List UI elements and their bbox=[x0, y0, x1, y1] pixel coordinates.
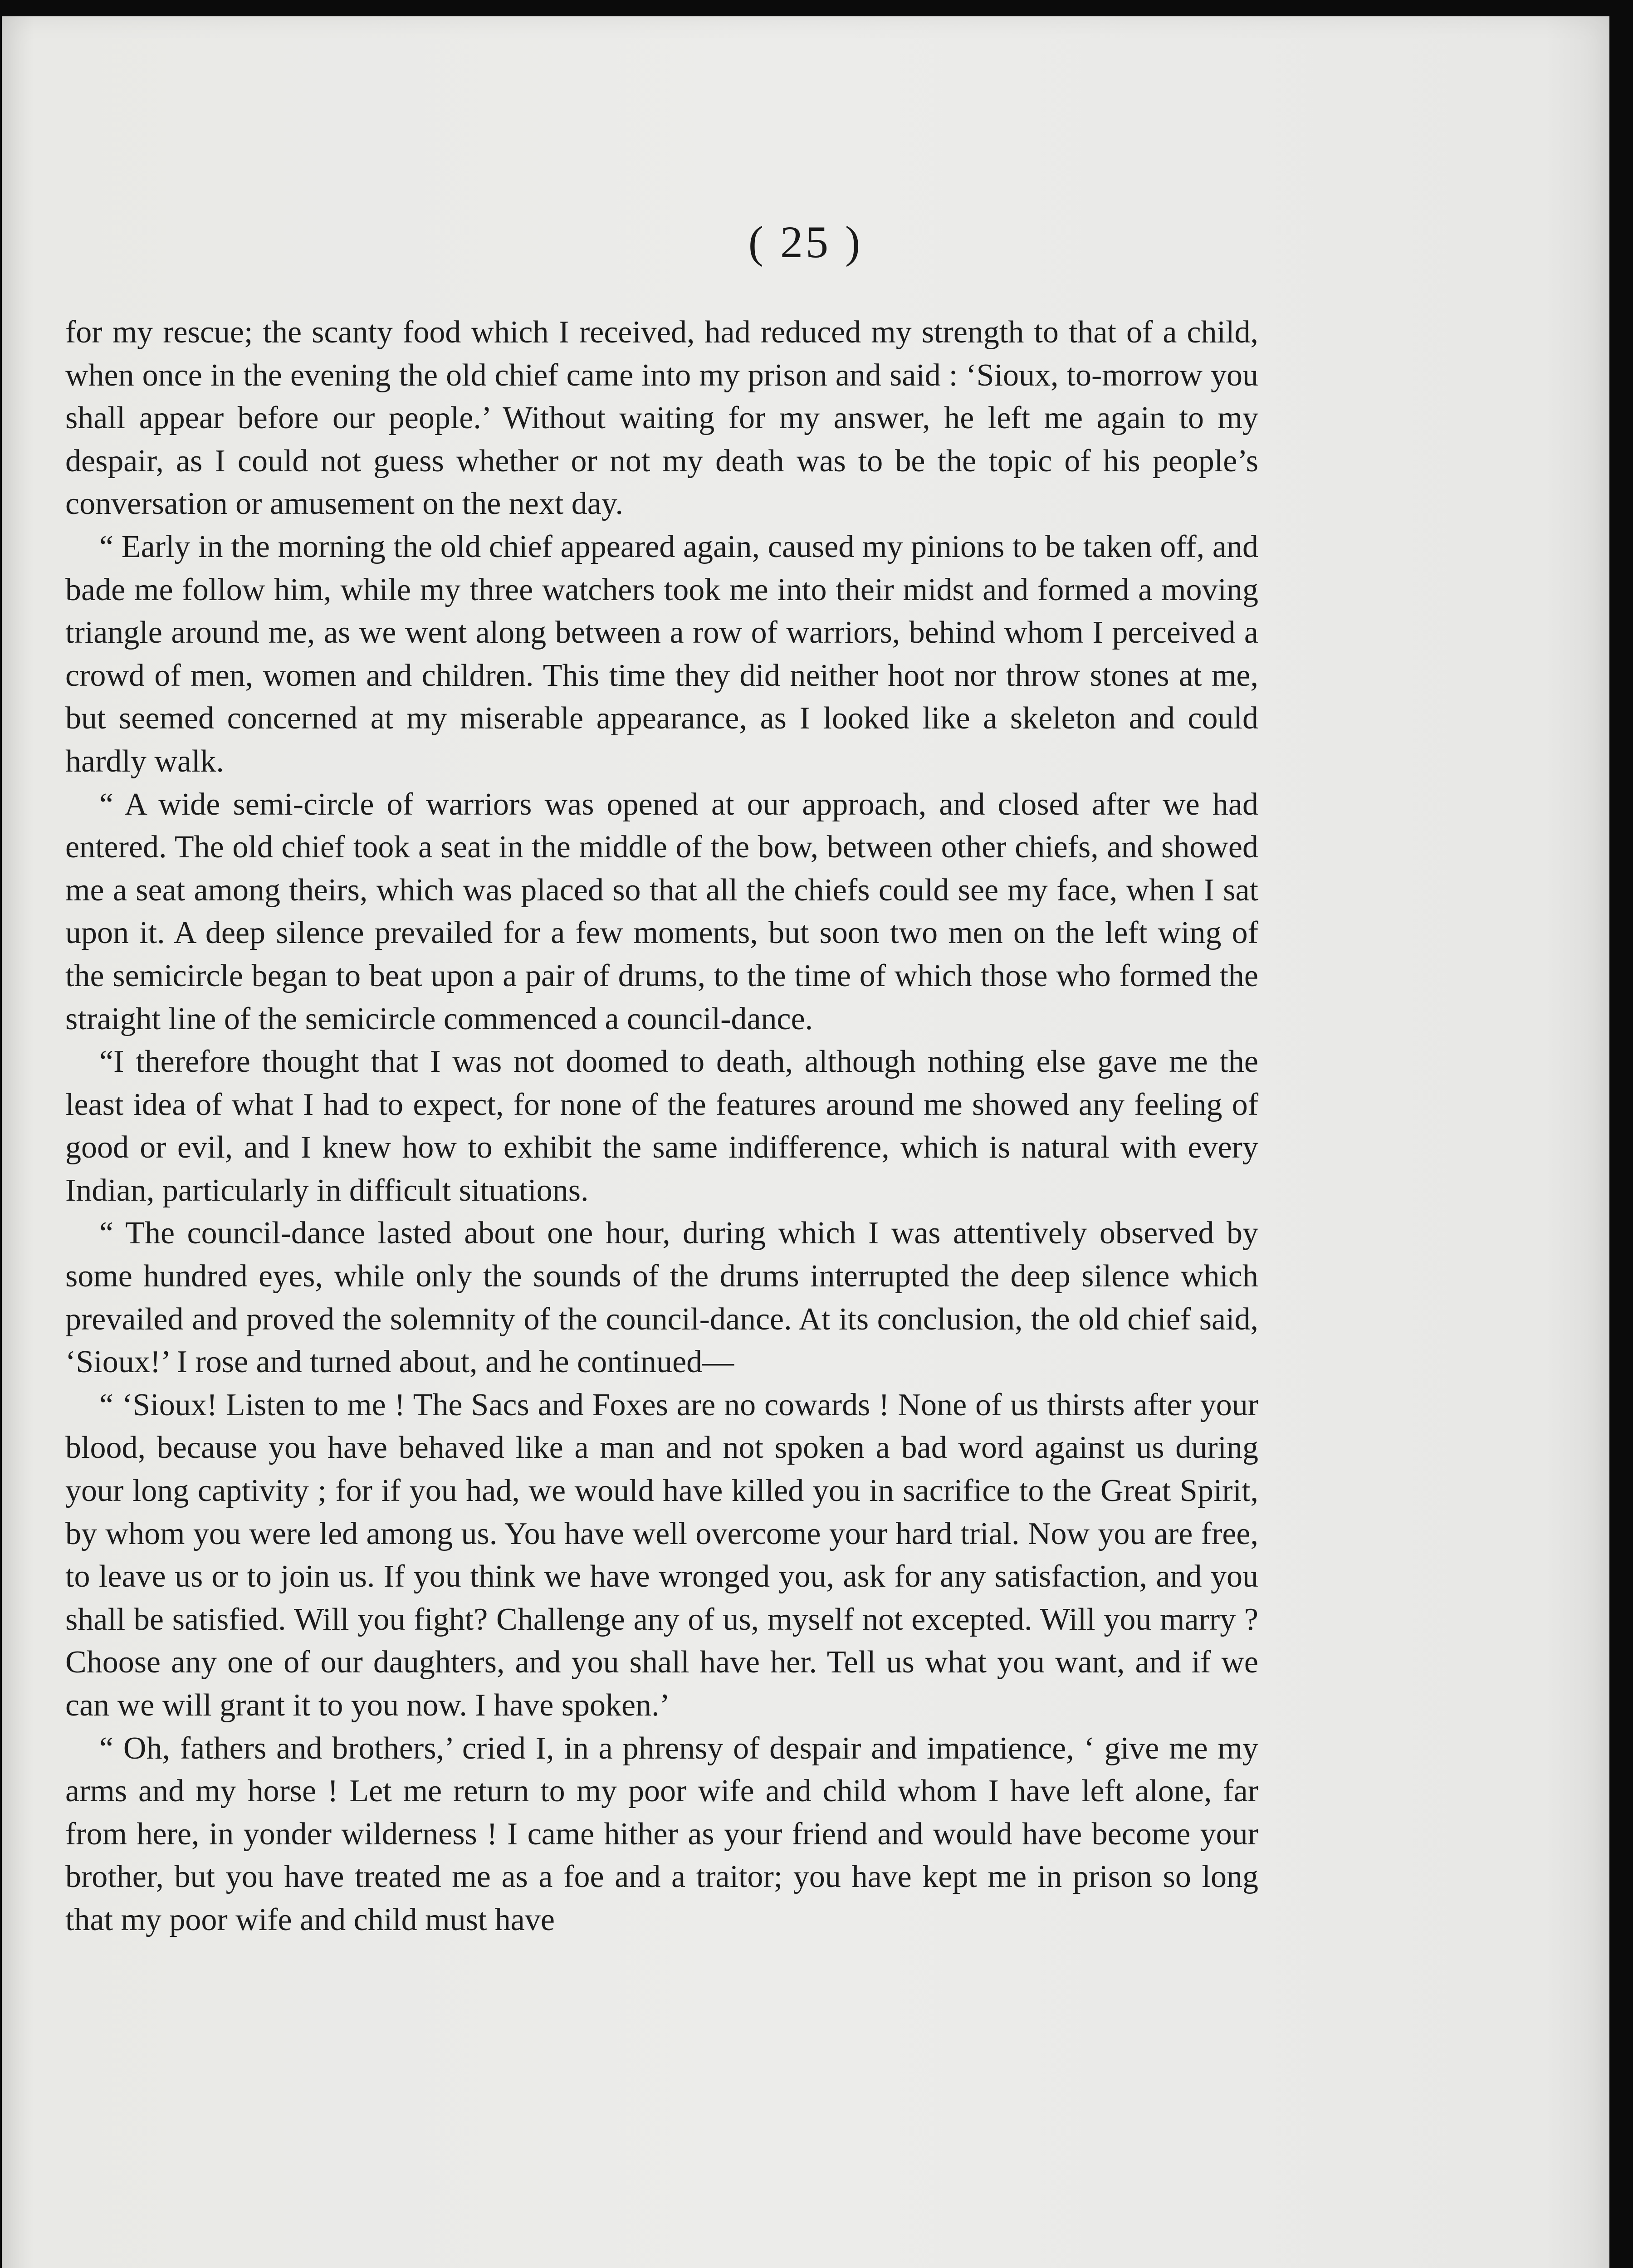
book-page bbox=[2, 16, 1609, 2268]
paragraph: “ The council-dance lasted about one hour, during which I was attentively observed by some hundred eyes, while only the sounds of the drums interrupted the deep silence which prevailed and proved the solemnity of the council-dance. At its conclusion, the old chief said, ‘Sioux!’ I rose and turned about, and he continued— bbox=[65, 1216, 1258, 1380]
body-text bbox=[65, 311, 1258, 1942]
page-number: ( 25 ) bbox=[748, 217, 863, 267]
paragraph: for my rescue; the scanty food which I received, had reduced my strength to that of a child, when once in the evening the old chief came into my prison and said : ‘Sioux, to-morrow you shall appear before our people.’ Without waiting for my answer, he left me again to my despair, as I could not guess whether or not my death was to be the topic of his people’s conversation or amusement on the next day. bbox=[65, 315, 1258, 522]
paragraph: “ ‘Sioux! Listen to me ! The Sacs and Foxes are no cowards ! None of us thirsts after your blood, because you have behaved like a man and not spoken a bad word against us during your long captivity ; for if you had, we would have killed you in sacrifice to the Great Spirit, by whom you were led among us. You have well overcome your hard trial. Now you are free, to leave us or to join us. If you think we have wronged you, ask for any satisfaction, and you shall be satisfied. Will you fight? Challenge any of us, myself not excepted. Will you marry ? Choose any one of our daughters, and you shall have her. Tell us what you want, and if we can we will grant it to you now. I have spoken.’ bbox=[65, 1387, 1258, 1723]
paragraph: “ A wide semi-circle of warriors was opened at our approach, and closed after we had entered. The old chief took a seat in the middle of the bow, between other chiefs, and showed me a seat among theirs, which was placed so that all the chiefs could see my face, when I sat upon it. A deep silence prevailed for a few moments, but soon two men on the left wing of the semicircle began to beat upon a pair of drums, to the time of which those who formed the straight line of the semicircle commenced a council-dance. bbox=[65, 787, 1258, 1036]
paragraph: “I therefore thought that I was not doomed to death, although nothing else gave me the least idea of what I had to expect, for none of the features around me showed any feeling of good or evil, and I knew how to exhibit the same indifference, which is natural with every Indian, particularly in difficult situations. bbox=[65, 1044, 1258, 1208]
paragraph: “ Early in the morning the old chief appeared again, caused my pinions to be taken off, and bade me follow him, while my three watchers took me into their midst and formed a moving triangle around me, as we went along between a row of warriors, behind whom I perceived a crowd of men, women and children. This time they did neither hoot nor throw stones at me, but seemed concerned at my miserable appearance, as I looked like a skeleton and could hardly walk. bbox=[65, 529, 1258, 779]
paragraph: “ Oh, fathers and brothers,’ cried I, in a phrensy of despair and impatience, ‘ give me my arms and my horse ! Let me return to my poor wife and child whom I have left alone, far from here, in yonder wilderness ! I came hither as your friend and would have become your brother, but you have treated me as a foe and a traitor; you have kept me in prison so long that my poor wife and child must have bbox=[65, 1730, 1258, 1937]
